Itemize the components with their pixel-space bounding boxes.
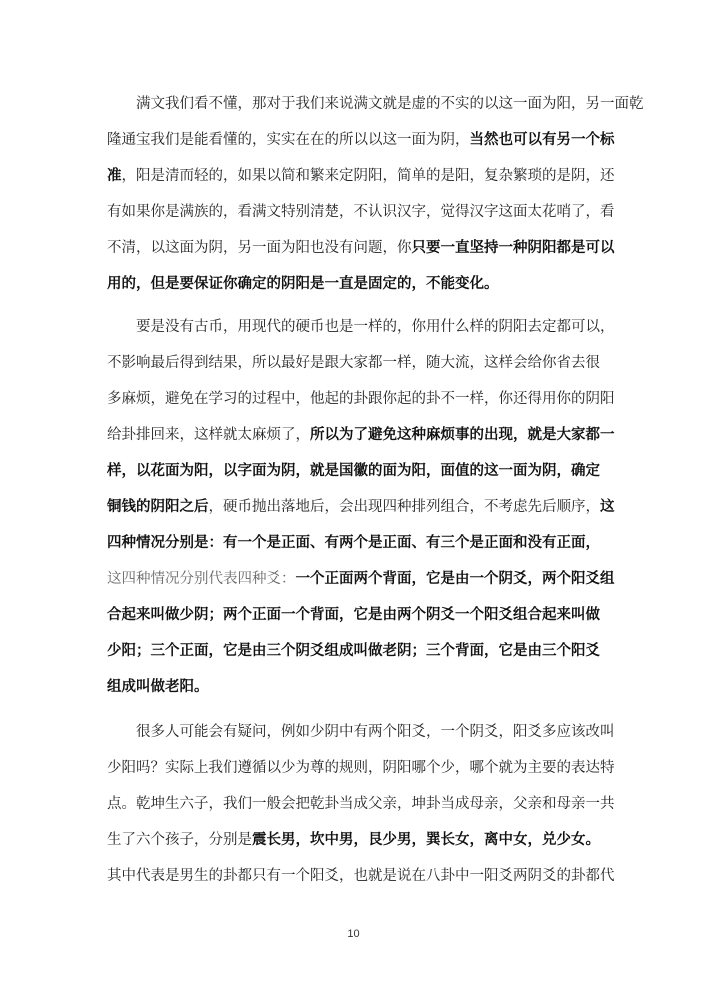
text-line — [107, 792, 615, 816]
text-segment: 给卦排回来，这样就太麻烦了， — [107, 427, 310, 443]
text-segment: 不影响最后得到结果，所以最好是跟大家都一样，随大流，这样会给你省去很 — [107, 355, 600, 371]
text-line — [107, 236, 615, 260]
text-line — [107, 164, 615, 188]
text-line — [107, 567, 615, 591]
bold-text-segment: 这 — [600, 498, 615, 515]
bold-text-segment: 一个正面两个背面，它是由一个阴爻，两个阳爻组 — [295, 570, 615, 587]
text-segment: 不清，以这面为阴，另一面为阳也没有问题，你 — [107, 240, 412, 256]
bold-text-segment: 组成叫做老阳。 — [107, 678, 209, 695]
text-segment: 满文我们看不懂，那对于我们来说满文就是虚的不实的以这一面为阳，另一面乾 — [136, 96, 644, 112]
text-segment: 少阳吗？实际上我们遵循以少为尊的规则，阴阳哪个少，哪个就为主要的表达特 — [107, 760, 615, 776]
text-line — [107, 459, 599, 483]
text-line — [107, 495, 615, 519]
page-number: 10 — [347, 928, 360, 940]
bold-text-segment: 合起来叫做少阴；两个正面一个背面，它是由两个阴爻一个阳爻组合起来叫做 — [107, 606, 600, 623]
bold-text-segment: 所以为了避免这种麻烦事的出现，就是大家都一 — [310, 426, 615, 443]
bold-text-segment: 只要一直坚持一种阴阳都是可以 — [411, 239, 615, 256]
text-line — [107, 387, 615, 411]
text-segment: 很多人可能会有疑问，例如少阴中有两个阳爻，一个阴爻，阳爻多应该改叫 — [136, 724, 615, 740]
text-line — [136, 315, 615, 339]
text-segment: 要是没有古币，用现代的硬币也是一样的，你用什么样的阴阳去定都可以， — [136, 319, 615, 335]
bold-text-segment: 准 — [107, 167, 122, 184]
bold-text-segment: 少阳；三个正面，它是由三个阴爻组成叫做老阴；三个背面，它是由三个阳爻 — [107, 642, 600, 659]
text-line — [136, 92, 644, 116]
text-line — [107, 864, 615, 888]
text-line — [107, 756, 615, 780]
text-line — [107, 200, 615, 224]
text-line — [107, 531, 599, 555]
bold-text-segment: 铜钱的阴阳之后 — [107, 498, 209, 515]
text-line — [107, 272, 599, 296]
bold-text-segment: 震长男，坎中男，艮少男，巽长女，离中女，兑少女。 — [252, 831, 600, 848]
text-line — [107, 675, 599, 699]
text-segment: 有如果你是满族的，看满文特别清楚，不认识汉字，觉得汉字这面太花哨了，看 — [107, 204, 615, 220]
text-line — [107, 828, 599, 852]
text-segment: 多麻烦，避免在学习的过程中，他起的卦跟你起的卦不一样，你还得用你的阴阳 — [107, 391, 615, 407]
bold-text-segment: 样，以花面为阳，以字面为阴，就是国徽的面为阳，面值的这一面为阴，确定 — [107, 462, 600, 479]
text-segment: 其中代表是男生的卦都只有一个阳爻，也就是说在八卦中一阳爻两阴爻的卦都代 — [107, 868, 615, 884]
text-line — [107, 423, 615, 447]
text-segment: 隆通宝我们是能看懂的，实实在在的所以以这一面为阴， — [107, 132, 470, 148]
text-segment: ，硬币抛出落地后，会出现四种排列组合，不考虑先后顺序， — [208, 499, 600, 515]
bold-text-segment: 四种情况分别是：有一个是正面、有两个是正面、有三个是正面和没有正面， — [107, 534, 600, 551]
text-line — [107, 351, 599, 375]
text-segment: 点。乾坤生六子，我们一般会把乾卦当成父亲，坤卦当成母亲，父亲和母亲一共 — [107, 796, 615, 812]
bold-text-segment: 当然也可以有另一个标 — [469, 131, 615, 148]
text-line — [136, 720, 615, 744]
bold-text-segment: 用的，但是要保证你确定的阴阳是一直是固定的，不能变化。 — [107, 275, 499, 292]
text-line — [107, 639, 599, 663]
text-segment: 这四种情况分别代表四种爻： — [107, 571, 296, 587]
text-segment: 生了六个孩子，分别是 — [107, 832, 252, 848]
text-line — [107, 603, 599, 627]
text-segment: ，阳是清而轻的，如果以简和繁来定阴阳，简单的是阳，复杂繁琐的是阴，还 — [121, 168, 615, 184]
text-line — [107, 128, 615, 152]
